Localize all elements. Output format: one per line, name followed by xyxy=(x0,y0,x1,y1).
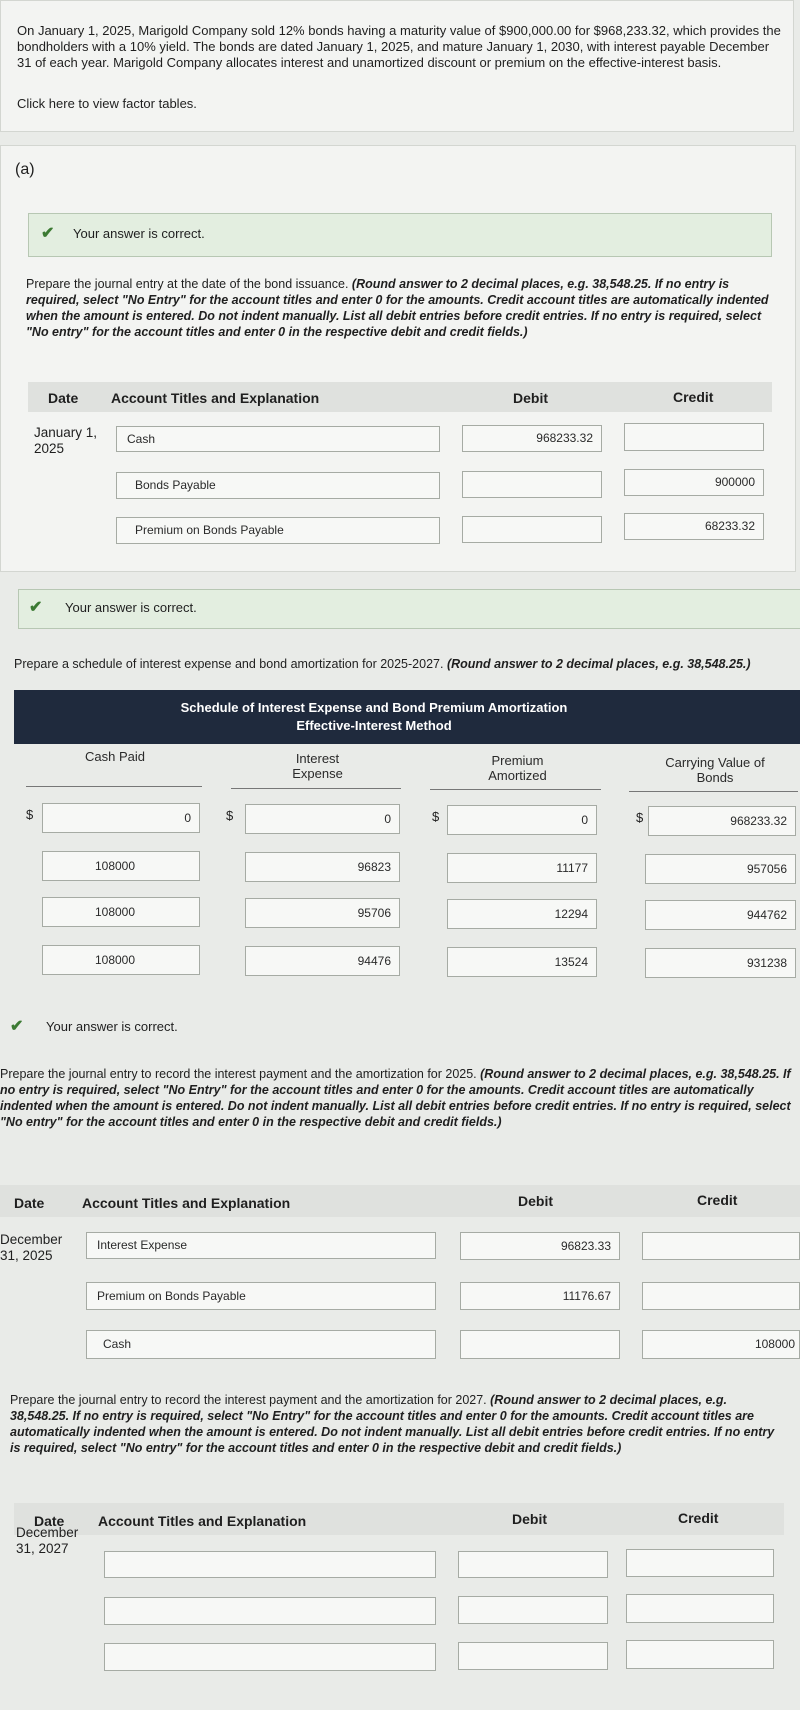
header-credit: Credit xyxy=(673,389,714,405)
schedule-title-line1: Schedule of Interest Expense and Bond Premium Amortization xyxy=(180,700,568,715)
debit-field[interactable]: 968233.32 xyxy=(462,425,602,452)
correct-banner-1 xyxy=(28,213,772,257)
debit-field[interactable] xyxy=(458,1596,608,1624)
instructions-1-bold: (Round answer to 2 decimal places, e.g. 38,548.25. If no entry is required, select "No Entry" for the account titles and enter 0 for the amounts. Credit account titles are automatically indented when the amount is entered. Do not indent manually. List all debit entries before credit entries. If no entry is required, select "No entry" for the account titles and enter 0 in the respective debit and credit fields.) xyxy=(26,277,769,339)
account-field[interactable]: Premium on Bonds Payable xyxy=(86,1282,436,1310)
schedule-title-line2: Effective-Interest Method xyxy=(296,718,452,733)
correct-text-2: Your answer is correct. xyxy=(65,600,197,615)
cash-paid-field[interactable]: 0 xyxy=(42,803,200,833)
journal-header-3 xyxy=(0,1185,800,1217)
column-underline xyxy=(26,786,202,787)
credit-field[interactable] xyxy=(624,423,764,451)
problem-text: On January 1, 2025, Marigold Company sold 12% bonds having a maturity value of $900,000.00 for $968,233.32, which provides the bondholders with a 10% yield. The bonds are dated January 1, 2025, and mature January 1, 2030, with interest payable December 31 of each year. Marigold Company allocates interest and unamortized discount or premium on the effective-interest basis. xyxy=(17,23,781,70)
credit-field[interactable]: 108000 xyxy=(642,1330,800,1359)
instructions-2 xyxy=(14,656,800,672)
column-underline xyxy=(231,788,401,789)
header-date: Date xyxy=(34,1513,65,1529)
carrying-value-field[interactable]: 931238 xyxy=(645,948,796,978)
account-field[interactable] xyxy=(104,1551,436,1578)
premium-amortized-field[interactable]: 13524 xyxy=(447,947,597,977)
interest-expense-field[interactable]: 96823 xyxy=(245,852,400,882)
factor-tables-link[interactable]: Click here to view factor tables. xyxy=(17,96,197,111)
debit-field[interactable]: 11176.67 xyxy=(460,1282,620,1310)
debit-field[interactable] xyxy=(460,1330,620,1359)
account-field[interactable]: Interest Expense xyxy=(86,1232,436,1259)
instructions-2-bold: (Round answer to 2 decimal places, e.g. 38,548.25.) xyxy=(446,657,751,671)
instructions-1 xyxy=(26,276,776,340)
credit-field[interactable]: 900000 xyxy=(624,469,764,496)
debit-field[interactable] xyxy=(462,471,602,498)
part-label: (a) xyxy=(15,161,35,178)
interest-expense-field[interactable]: 0 xyxy=(245,804,400,834)
carrying-value-field[interactable]: 968233.32 xyxy=(648,806,796,836)
checkmark-icon: ✔ xyxy=(10,1018,24,1035)
header-date: Date xyxy=(14,1195,45,1211)
premium-amortized-field[interactable]: 11177 xyxy=(447,853,597,883)
header-debit: Debit xyxy=(513,390,548,406)
credit-field[interactable] xyxy=(626,1640,774,1669)
col-carrying-value: Carrying Value of Bonds xyxy=(665,755,765,785)
column-underline xyxy=(430,789,601,790)
debit-field[interactable] xyxy=(458,1642,608,1670)
interest-expense-field[interactable]: 95706 xyxy=(245,898,400,928)
instructions-4-plain: Prepare the journal entry to record the interest payment and the amortization for 2027. xyxy=(10,1393,491,1407)
credit-field[interactable] xyxy=(626,1549,774,1577)
credit-field[interactable] xyxy=(642,1232,800,1260)
account-field[interactable]: Bonds Payable xyxy=(116,472,440,499)
header-debit: Debit xyxy=(512,1511,547,1527)
account-field[interactable] xyxy=(104,1597,436,1625)
account-field[interactable]: Cash xyxy=(86,1330,436,1359)
cash-paid-field[interactable]: 108000 xyxy=(42,897,200,927)
entry-date-4: December 31, 2027 xyxy=(16,1525,79,1556)
premium-amortized-field[interactable]: 12294 xyxy=(447,899,597,929)
header-account: Account Titles and Explanation xyxy=(98,1513,307,1529)
col-interest-expense: Interest Expense xyxy=(292,751,343,781)
checkmark-icon: ✔ xyxy=(41,225,55,242)
debit-field[interactable] xyxy=(458,1551,608,1578)
header-debit: Debit xyxy=(518,1193,553,1209)
header-date: Date xyxy=(48,390,79,406)
column-underline xyxy=(629,791,798,792)
carrying-value-field[interactable]: 957056 xyxy=(645,854,796,884)
credit-field[interactable] xyxy=(642,1282,800,1310)
correct-banner-2 xyxy=(18,589,800,629)
currency-symbol: $ xyxy=(226,808,234,823)
account-field[interactable] xyxy=(104,1643,436,1671)
instructions-4-bold: (Round answer to 2 decimal places, e.g. 38,548.25. If no entry is required, select "No Entry" for the account titles and enter 0 for the amounts. Credit account titles are automatically indented when the amount is entered. Do not indent manually. List all debit entries before credit entries. If no entry is required, select "No entry" for the account titles and enter 0 in the respective debit and credit fields.) xyxy=(10,1393,775,1455)
correct-banner-3 xyxy=(0,1010,400,1044)
col-cash-paid: Cash Paid xyxy=(85,749,145,764)
entry-date-1: January 1, 2025 xyxy=(34,425,98,456)
account-field[interactable]: Premium on Bonds Payable xyxy=(116,517,440,544)
interest-expense-field[interactable]: 94476 xyxy=(245,946,400,976)
header-account: Account Titles and Explanation xyxy=(111,390,320,406)
problem-panel xyxy=(0,0,794,132)
part-a-panel xyxy=(0,145,796,572)
currency-symbol: $ xyxy=(636,810,644,825)
cash-paid-field[interactable]: 108000 xyxy=(42,851,200,881)
debit-field[interactable]: 96823.33 xyxy=(460,1232,620,1260)
currency-symbol: $ xyxy=(26,807,34,822)
carrying-value-field[interactable]: 944762 xyxy=(645,900,796,930)
correct-text-1: Your answer is correct. xyxy=(73,226,205,241)
schedule-title xyxy=(14,690,800,744)
premium-amortized-field[interactable]: 0 xyxy=(447,805,597,835)
correct-text-3: Your answer is correct. xyxy=(46,1019,178,1034)
instructions-3-plain: Prepare the journal entry to record the interest payment and the amortization for 2025. xyxy=(0,1067,481,1081)
journal-header-1 xyxy=(28,382,772,412)
header-credit: Credit xyxy=(678,1510,719,1526)
entry-date-3: December 31, 2025 xyxy=(0,1232,63,1263)
credit-field[interactable]: 68233.32 xyxy=(624,513,764,540)
instructions-1-plain: Prepare the journal entry at the date of the bond issuance. xyxy=(26,277,352,291)
col-premium-amortized: Premium Amortized xyxy=(488,753,547,783)
header-account: Account Titles and Explanation xyxy=(82,1195,291,1211)
currency-symbol: $ xyxy=(432,809,440,824)
checkmark-icon: ✔ xyxy=(29,599,43,616)
instructions-4 xyxy=(10,1392,786,1456)
debit-field[interactable] xyxy=(462,516,602,543)
credit-field[interactable] xyxy=(626,1594,774,1623)
account-field[interactable]: Cash xyxy=(116,426,440,452)
cash-paid-field[interactable]: 108000 xyxy=(42,945,200,975)
journal-header-4 xyxy=(14,1503,784,1535)
instructions-3-bold: (Round answer to 2 decimal places, e.g. 38,548.25. If no entry is required, select "No Entry" for the account titles and enter 0 for the amounts. Credit account titles are automatically indented when the amount is entered. Do not indent manually. List all debit entries before credit entries. If no entry is required, select "No entry" for the account titles and enter 0 in the respective debit and credit fields.) xyxy=(0,1067,791,1129)
header-credit: Credit xyxy=(697,1192,738,1208)
instructions-2-plain: Prepare a schedule of interest expense and bond amortization for 2025-2027. xyxy=(14,657,447,671)
instructions-3 xyxy=(0,1066,796,1130)
